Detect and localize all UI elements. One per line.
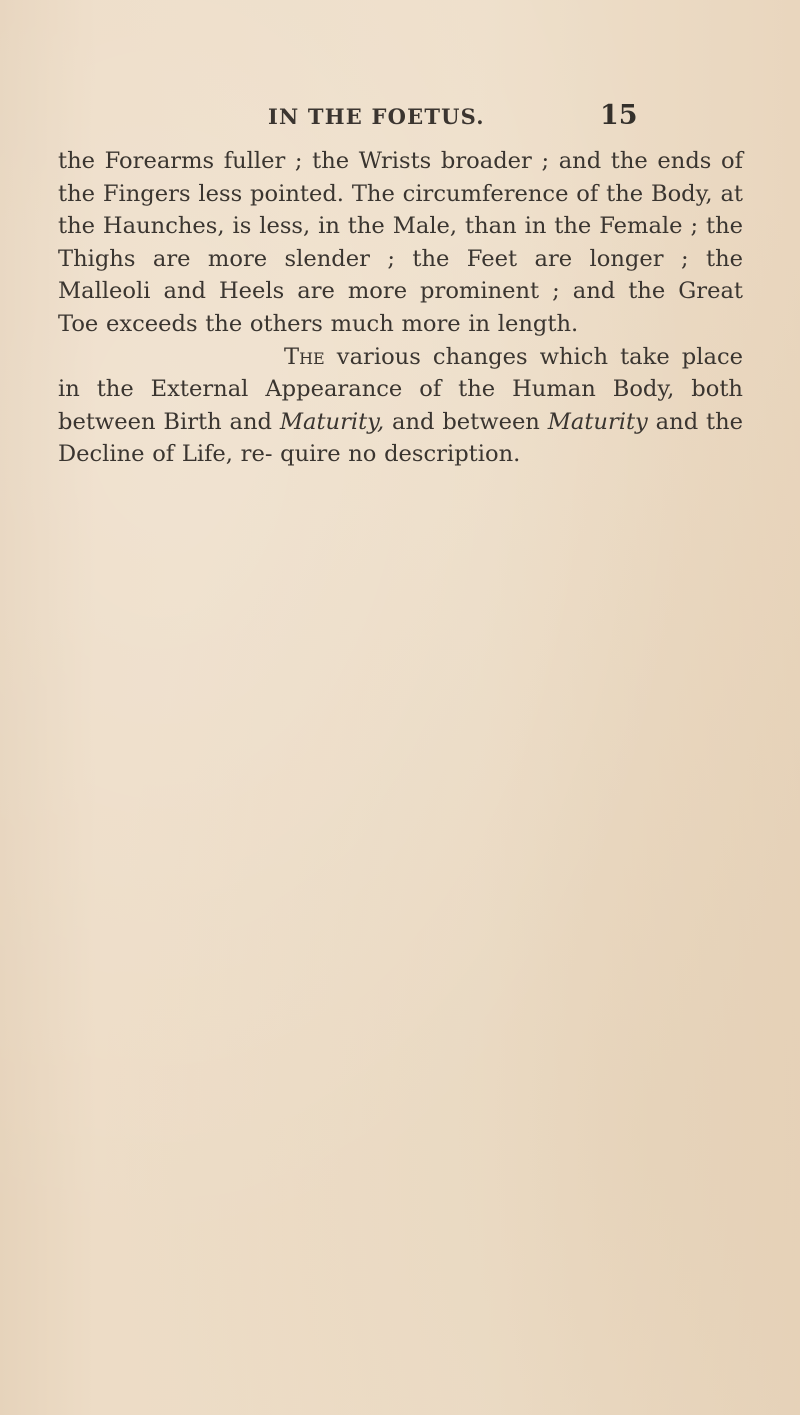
paragraph-text: and between <box>384 408 548 435</box>
page-number: 15 <box>600 100 638 131</box>
body-text <box>58 145 743 471</box>
running-head <box>0 100 800 140</box>
italic-term: Maturity <box>547 408 648 435</box>
small-caps-lead: The <box>284 343 325 370</box>
paragraph-text: and the Decline of Life, re- quire no description. <box>58 408 744 468</box>
running-title: IN THE FOETUS. <box>268 104 485 129</box>
paragraph <box>58 341 743 471</box>
italic-term: Maturity, <box>279 408 385 435</box>
paragraph-text: various changes which take place in the External Appearance of the Human Body, both between Birth and <box>58 343 743 435</box>
paragraph: the Forearms fuller ; the Wrists broader ; and the ends of the Fingers less pointed. The circumference of the Body, at the Haunches, is less, in the Male, than in the Female ; the Thighs are more slender ; the Feet are longer ; the Malleoli and Heels are more prominent ; and the Great Toe exceeds the others much more in length. <box>58 148 743 337</box>
